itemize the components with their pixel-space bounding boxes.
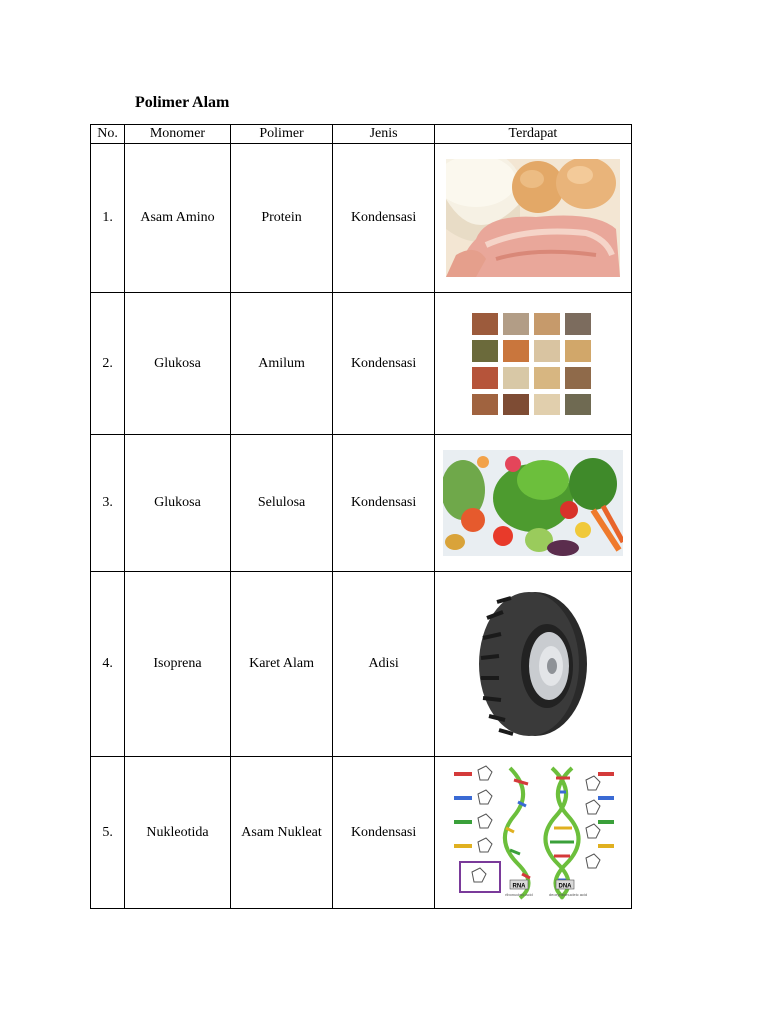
header-polimer: Polimer: [230, 125, 333, 144]
cell-jenis: Adisi: [333, 572, 435, 757]
cell-monomer: Glukosa: [125, 293, 231, 435]
cell-image: [434, 293, 631, 435]
cell-monomer: Asam Amino: [125, 144, 231, 293]
table-row: [91, 435, 632, 572]
cell-jenis: Kondensasi: [333, 757, 435, 909]
rna-sub-label: ribonucleic acid: [505, 891, 533, 897]
cell-polimer: Selulosa: [230, 435, 333, 572]
header-terdapat: Terdapat: [434, 125, 631, 144]
dna-rna-diagram-image: [448, 762, 618, 904]
cell-no: 5.: [91, 757, 125, 909]
cell-polimer: Amilum: [230, 293, 333, 435]
header-no: No.: [91, 125, 125, 144]
cell-image: [434, 144, 631, 293]
cell-monomer: Isoprena: [125, 572, 231, 757]
rna-label: RNA: [512, 883, 526, 889]
cell-jenis: Kondensasi: [333, 293, 435, 435]
cell-jenis: Kondensasi: [333, 144, 435, 293]
header-jenis: Jenis: [333, 125, 435, 144]
table-row: [91, 144, 632, 293]
cell-jenis: Kondensasi: [333, 435, 435, 572]
cell-no: 4.: [91, 572, 125, 757]
table-header-row: [91, 125, 632, 144]
cell-image: [434, 435, 631, 572]
protein-foods-image: [446, 159, 620, 277]
polymer-table: [90, 124, 632, 909]
vegetables-image: [443, 450, 623, 556]
cell-no: 1.: [91, 144, 125, 293]
dna-label: DNA: [558, 883, 572, 889]
cell-monomer: Glukosa: [125, 435, 231, 572]
cell-image: [434, 757, 631, 909]
cell-no: 3.: [91, 435, 125, 572]
dna-sub-label: deoxyribonucleic acid: [548, 891, 588, 897]
header-monomer: Monomer: [125, 125, 231, 144]
table-row: [91, 293, 632, 435]
cell-no: 2.: [91, 293, 125, 435]
cell-polimer: Asam Nukleat: [230, 757, 333, 909]
table-row: [91, 572, 632, 757]
table-row: [91, 757, 632, 909]
grains-image: [470, 311, 596, 417]
cell-monomer: Nukleotida: [125, 757, 231, 909]
cell-polimer: Karet Alam: [230, 572, 333, 757]
tire-image: [473, 588, 593, 740]
cell-polimer: Protein: [230, 144, 333, 293]
page-title: Polimer Alam: [135, 94, 230, 111]
cell-image: [434, 572, 631, 757]
